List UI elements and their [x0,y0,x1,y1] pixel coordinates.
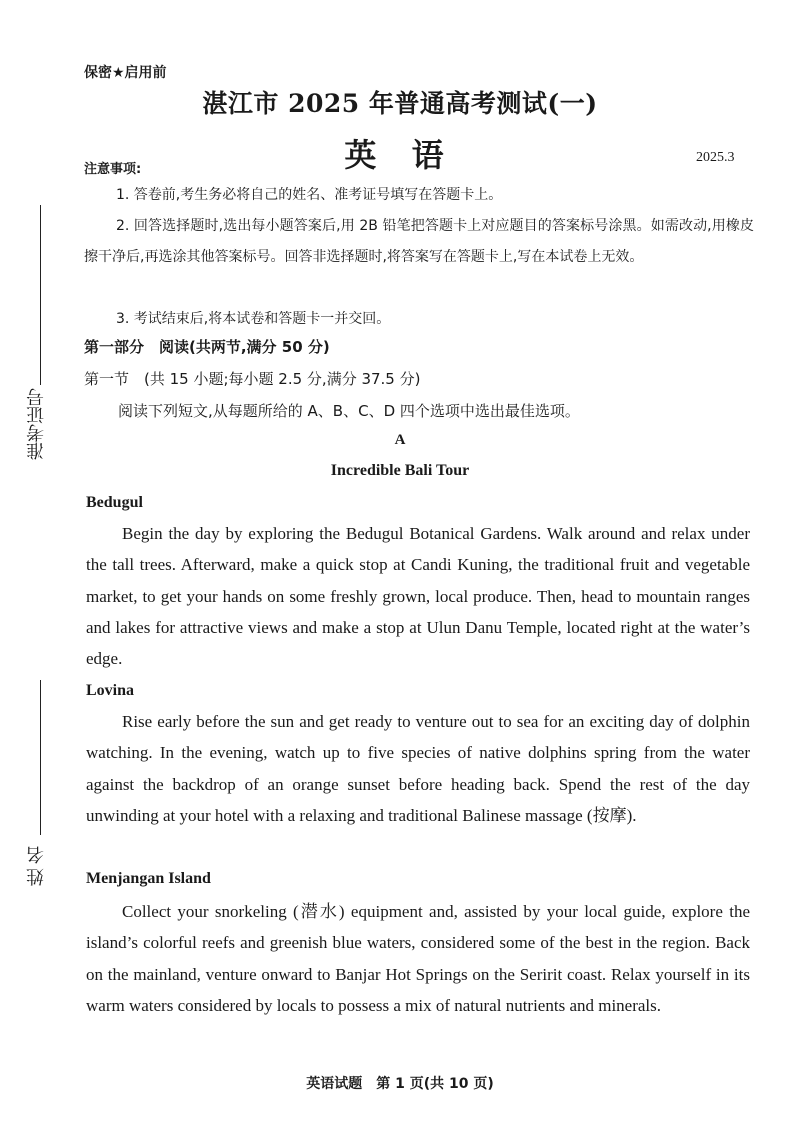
subject-title: 英 语 [344,136,456,174]
note-item: 1. 答卷前,考生务必将自己的姓名、准考证号填写在答题卡上。 [116,187,503,203]
section-heading-bedugul: Bedugul [86,494,143,511]
name-line [40,680,41,835]
section-heading: 第一节 (共 15 小题;每小题 2.5 分,满分 37.5 分) [84,370,421,388]
part-heading: 第一部分 阅读(共两节,满分 50 分) [84,338,330,356]
passage-label: A [394,432,406,448]
note-item: 2. 回答选择题时,选出每小题答案后,用 2B 铅笔把答题卡上对应题目的答案标号涂黑。如需改动,用橡皮擦干净后,再选涂其他答案标号。回答非选择题时,将答案写在答题卡上,写在本试卷上无效。 [84,218,754,265]
section-heading-lovina: Lovina [86,682,135,699]
paragraph-menjangan: Collect your snorkeling (潜水) equipment and, assisted by your local guide, explore the island’s colorful reefs and greenish blue waters, considered some of the best in the region. Back on the mainland, venture onward to Banjar Hot Springs on the Seririt coast. Relax yourself in its warm waters considered by locals to possess a mix of natural nutrients and minerals. [86,902,750,1015]
instruction-text: 阅读下列短文,从每题所给的 A、B、C、D 四个选项中选出最佳选项。 [118,402,580,420]
confidential-label: 保密★启用前 [84,65,167,81]
notes-heading: 注意事项: [84,162,142,177]
section-heading-menjangan: Menjangan Island [86,870,211,887]
passage-title: Incredible Bali Tour [330,462,470,479]
paragraph-bedugul: Begin the day by exploring the Bedugul Botanical Gardens. Walk around and relax under the tall trees. Afterward, make a quick stop at Candi Kuning, the traditional fruit and vegetable market, to get your hands on some freshly grown, local produce. Then, head to mountain ranges and lakes for attractive views and make a stop at Ulun Danu Temple, located right at the water’s edge. [86,524,750,669]
paragraph-lovina: Rise early before the sun and get ready to venture out to sea for an exciting day of dolphin watching. In the evening, watch up to five species of native dolphins spring from the water against the backdrop of an orange sunset before heading back. Spend the rest of the day unwinding at your hotel with a relaxing and traditional Balinese massage (按摩). [86,712,750,825]
exam-date: 2025.3 [696,150,735,165]
exam-id-label: 准考证号 [26,388,47,460]
exam-id-line [40,205,41,385]
page-footer: 英语试题 第 1 页(共 10 页) [306,1076,494,1092]
exam-title: 湛江市 2025 年普通高考测试(一) [202,89,598,118]
note-item: 3. 考试结束后,将本试卷和答题卡一并交回。 [116,311,391,327]
name-label: 姓名 [26,842,47,886]
